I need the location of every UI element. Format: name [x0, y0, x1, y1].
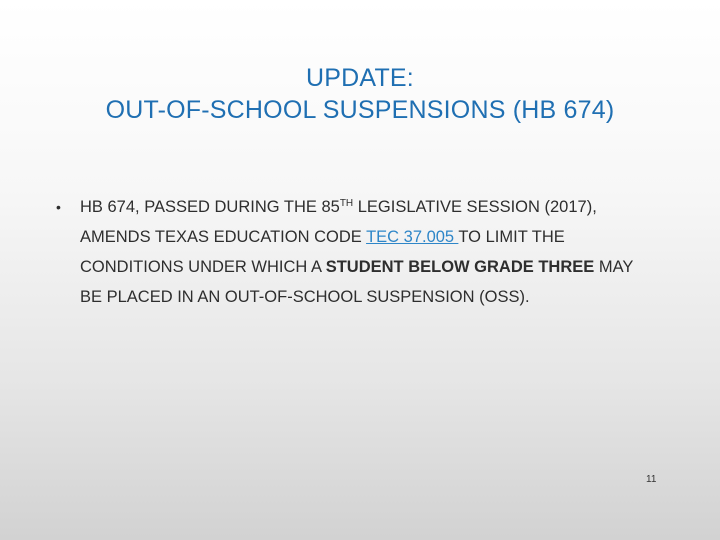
tec-37-005-link[interactable]: TEC 37.005 [366, 228, 459, 246]
body-line-1 [80, 192, 656, 222]
title-line-1: UPDATE: [306, 64, 414, 92]
slide-body [56, 192, 656, 312]
body-text: HB 674, PASSED DURING THE 85 [80, 198, 340, 216]
superscript-th: TH [339, 198, 354, 209]
body-text: MAY [594, 258, 634, 276]
emphasis-text: STUDENT BELOW GRADE THREE [325, 258, 595, 276]
slide-title [40, 62, 680, 126]
body-text: LEGISLATIVE SESSION (2017), [353, 198, 597, 216]
body-text: CONDITIONS UNDER WHICH A [80, 258, 326, 276]
body-line-2 [80, 222, 656, 252]
bullet-icon: • [56, 199, 61, 215]
title-line-2: OUT-OF-SCHOOL SUSPENSIONS (HB 674) [105, 96, 615, 124]
bullet-item [56, 192, 656, 312]
page-number: 11 [646, 474, 657, 485]
body-text: AMENDS TEXAS EDUCATION CODE [80, 228, 367, 246]
body-text: TO LIMIT THE [458, 228, 565, 246]
body-line-4: BE PLACED IN AN OUT-OF-SCHOOL SUSPENSION (OSS). [80, 288, 530, 306]
body-line-3 [80, 252, 656, 282]
